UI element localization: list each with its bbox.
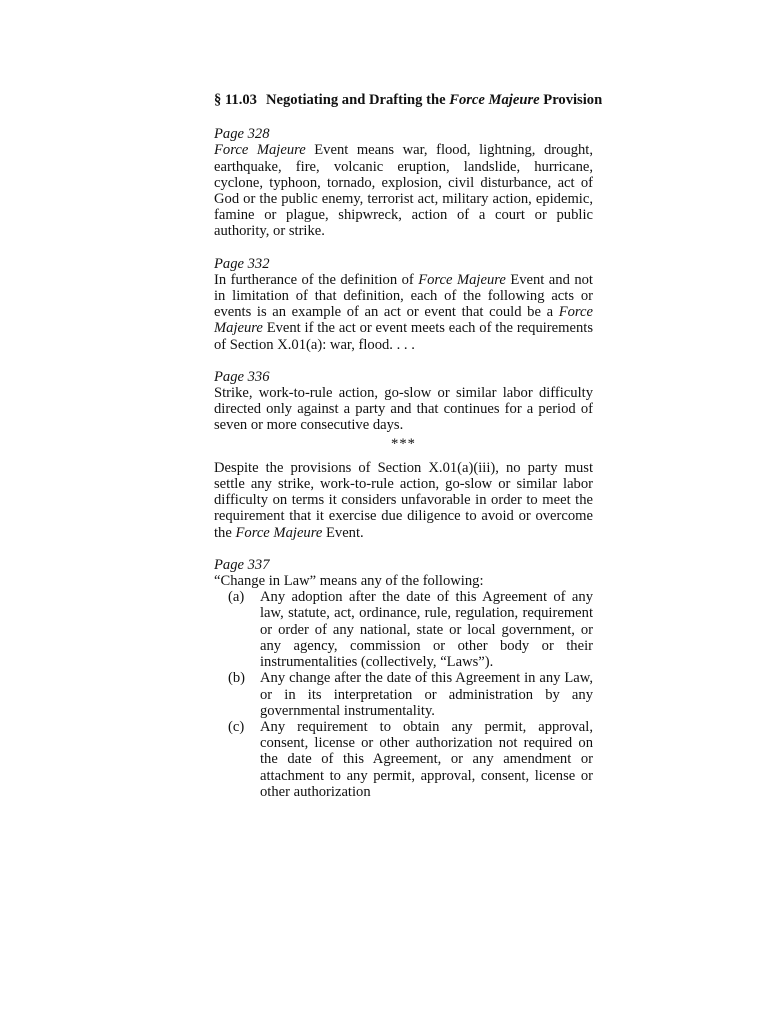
italic-term: Force Majeure [214, 142, 306, 159]
paragraph-text: In furtherance of the definition of [214, 271, 419, 288]
heading-title-post: Provision [539, 92, 603, 108]
page-label: Page 332 [214, 255, 270, 272]
list-marker: (c) [228, 718, 245, 735]
paragraph-text: Despite the provisions of Section X.01(a)(iii), no party must settle any strike, work-to-rule action, go-slow or similar labor difficulty on terms it considers unfavorable in order to meet the requirement that it exercise due diligence to avoid or overcome the [214, 459, 593, 541]
definition-intro: “Change in Law” means any of the following: [214, 573, 484, 590]
document-page [214, 92, 603, 816]
list-item [214, 589, 593, 670]
page-label: Page 336 [214, 368, 270, 385]
page-label: Page 337 [214, 556, 270, 573]
excerpt-page-332 [214, 256, 593, 353]
italic-term: Force Majeure [214, 304, 593, 337]
paragraph-text: Event. [322, 524, 364, 541]
definition-list [214, 589, 593, 800]
heading-title-pre: Negotiating and Drafting the [265, 92, 450, 108]
paragraph-text: Event and not in limitation of that definition, each of the following acts or events is an example of an act or event that could be a [214, 271, 593, 321]
list-item-text: Any requirement to obtain any permit, approval, consent, license or other authorization not required on the date of this Agreement, or any amendment or attachment to any permit, approval, consent, license or other authorization [260, 718, 593, 800]
paragraph: Strike, work-to-rule action, go-slow or similar labor difficulty directed only against a party and that continues for a period of seven or more consecutive days. [214, 385, 593, 434]
section-number: § 11.03 [214, 92, 257, 108]
italic-term: Force Majeure [418, 271, 506, 288]
excerpt-page-336 [214, 369, 593, 541]
list-item [214, 719, 593, 800]
paragraph [214, 460, 593, 541]
paragraph [214, 272, 593, 353]
list-item-text: Any adoption after the date of this Agreement of any law, statute, act, ordinance, rule, regulation, requirement or order of any national, state or local government, or any agency, commission or other body or their instrumentalities (collectively, “Laws”). [260, 589, 593, 671]
section-heading [214, 92, 603, 108]
heading-title-italic: Force Majeure [449, 92, 540, 108]
excerpt-page-337 [214, 557, 593, 800]
list-item [214, 670, 593, 719]
paragraph-text: Event if the act or event meets each of the requirements of Section X.01(a): war, flood. . . . [214, 320, 593, 353]
list-marker: (a) [228, 589, 245, 606]
list-item-text: Any change after the date of this Agreement in any Law, or in its interpretation or administration by any governmental instrumentality. [260, 670, 593, 719]
excerpt-page-328 [214, 126, 593, 239]
separator: *** [391, 435, 416, 452]
italic-term: Force Majeure [235, 524, 323, 541]
page-label: Page 328 [214, 126, 270, 143]
list-marker: (b) [228, 670, 246, 687]
paragraph-text: Event means war, flood, lightning, drought, earthquake, fire, volcanic eruption, landslide, hurricane, cyclone, typhoon, tornado, explosion, civil disturbance, act of God or the public enemy, terrorist act, military action, epidemic, famine or plague, shipwreck, action of a court or public authority, or strike. [214, 142, 593, 240]
paragraph [214, 142, 593, 239]
